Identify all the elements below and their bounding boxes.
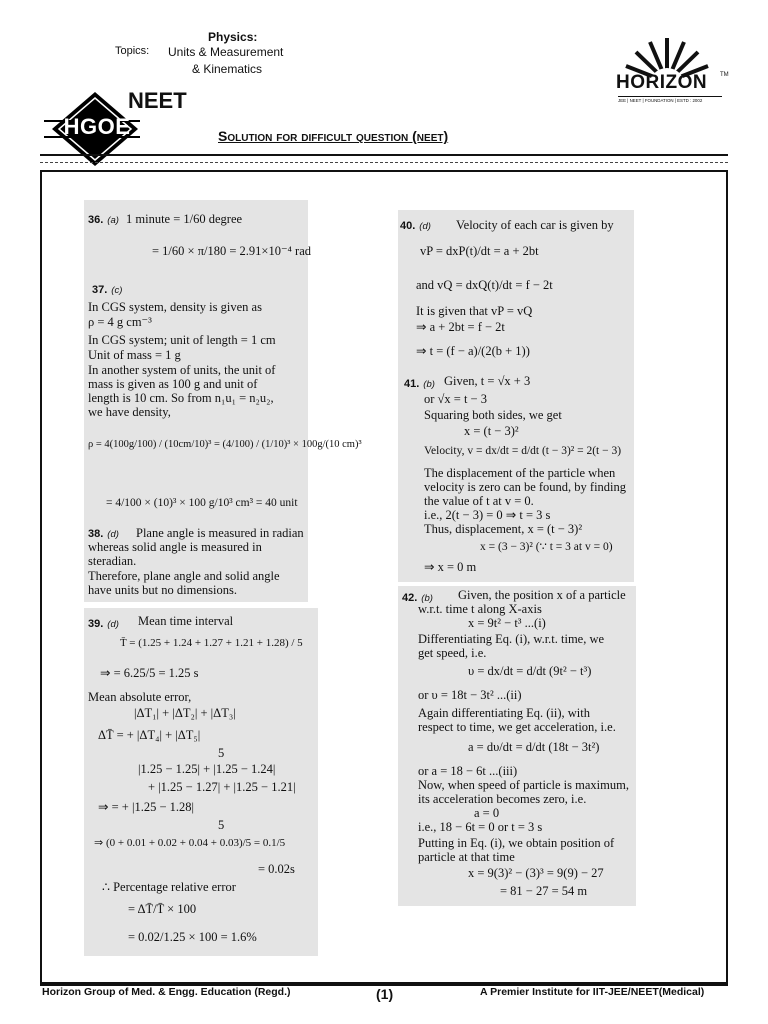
q41-line: velocity is zero can be found, by finding bbox=[424, 480, 627, 494]
q37-line: mass is given as 100 g and unit of bbox=[88, 377, 258, 391]
q36-lines bbox=[126, 210, 311, 270]
footer-left: Horizon Group of Med. & Engg. Education (Regd.) bbox=[42, 986, 291, 998]
q40-number: 40. bbox=[400, 220, 416, 232]
scan-block-q42 bbox=[398, 586, 636, 906]
brand-trademark: TM bbox=[720, 72, 729, 78]
q41-line: Velocity, v = dx/dt = d/dt (t − 3)² = 2(t − 3) bbox=[424, 445, 622, 457]
q39-line: Mean time interval bbox=[138, 614, 234, 628]
q38-option: (d) bbox=[107, 529, 119, 540]
q42-line: or a = 18 − 6t ...(iii) bbox=[418, 764, 518, 778]
q41-line: ⇒ x = 0 m bbox=[424, 560, 477, 574]
q41-line: x = (3 − 3)² (∵ t = 3 at v = 0) bbox=[480, 541, 613, 553]
page-number: (1) bbox=[376, 986, 394, 1002]
q38-line: whereas solid angle is measured in bbox=[88, 540, 262, 554]
q37-line: In CGS system; unit of length = 1 cm bbox=[88, 333, 276, 347]
q42-line: i.e., 18 − 6t = 0 or t = 3 s bbox=[418, 820, 543, 834]
q36-option: (a) bbox=[107, 215, 119, 226]
q41-lines bbox=[424, 374, 632, 580]
q42-line: its acceleration becomes zero, i.e. bbox=[418, 792, 587, 806]
q42-line: υ = dx/dt = d/dt (9t² − t³) bbox=[468, 664, 592, 678]
q39-line: T̄ = (1.25 + 1.24 + 1.27 + 1.21 + 1.28) / 5 bbox=[120, 637, 303, 649]
q39-line: Mean absolute error, bbox=[88, 690, 192, 704]
q39-line: + |1.25 − 1.27| + |1.25 − 1.21| bbox=[148, 780, 296, 794]
q37-line: Unit of mass = 1 g bbox=[88, 348, 181, 362]
q40-line: and vQ = dxQ(t)/dt = f − 2t bbox=[416, 278, 553, 292]
topics-line-1: Units & Measurement bbox=[168, 45, 284, 59]
q41-line: Thus, displacement, x = (t − 3)² bbox=[424, 522, 583, 536]
q39-line: 5 bbox=[218, 746, 225, 760]
q41-line: Squaring both sides, we get bbox=[424, 408, 562, 422]
q38-lines bbox=[88, 526, 306, 600]
q39-lines bbox=[88, 614, 316, 952]
q42-lines bbox=[418, 588, 634, 904]
q40-line: ⇒ a + 2bt = f − 2t bbox=[416, 320, 505, 334]
q39-line: = ΔT̄/T̄ × 100 bbox=[128, 902, 197, 916]
q42-line: Given, the position x of a particle bbox=[458, 588, 626, 602]
brand-tagline: JEE | NEET | FOUNDATION | ESTD : 2002 bbox=[618, 96, 722, 103]
q42-line: Differentiating Eq. (i), w.r.t. time, we bbox=[418, 632, 605, 646]
q37-option: (c) bbox=[111, 285, 123, 296]
q37-line: = 4/100 × (10)³ × 100 g/10³ cm³ = 40 unit bbox=[106, 497, 298, 509]
q41-line: the value of t at v = 0. bbox=[424, 494, 534, 508]
q42-option: (b) bbox=[421, 593, 433, 604]
q40-line: Velocity of each car is given by bbox=[456, 218, 614, 232]
q42-line: or υ = 18t − 3t² ...(ii) bbox=[418, 688, 522, 702]
q37-line: ρ = 4(100g/100) / (10cm/10)³ = (4/100) / (1/10)³ × 100g/(10 cm)³ bbox=[88, 439, 362, 450]
q42-line: Putting in Eq. (i), we obtain position of bbox=[418, 836, 615, 850]
q39-line: ⇒ = 6.25/5 = 1.25 s bbox=[100, 666, 199, 680]
q37-block bbox=[92, 280, 122, 298]
q42-line: = 81 − 27 = 54 m bbox=[500, 884, 588, 898]
q42-line: respect to time, we get acceleration, i.e. bbox=[418, 720, 616, 734]
header-rule bbox=[40, 154, 728, 163]
q37-line: In another system of units, the unit of bbox=[88, 363, 276, 377]
q40-line: vP = dxP(t)/dt = a + 2bt bbox=[420, 244, 539, 258]
subject-label: Physics: bbox=[208, 30, 258, 44]
q37-lines bbox=[88, 300, 362, 522]
q39-line: ⇒ = + |1.25 − 1.28| bbox=[98, 800, 195, 814]
q39-line: ΔT̄ = + |ΔT₄| + |ΔT₅| bbox=[98, 728, 201, 742]
exam-title: NEET bbox=[128, 88, 187, 113]
q38-number: 38. bbox=[88, 528, 104, 540]
q40-option: (d) bbox=[419, 221, 431, 232]
q39-line: = 0.02s bbox=[258, 862, 295, 876]
q41-line: Given, t = √x + 3 bbox=[444, 374, 531, 388]
q39-line: = 0.02/1.25 × 100 = 1.6% bbox=[128, 930, 257, 944]
q36-number: 36. bbox=[88, 214, 104, 226]
q42-line: Again differentiating Eq. (ii), with bbox=[418, 706, 590, 720]
q41-line: The displacement of the particle when bbox=[424, 466, 616, 480]
q41-line: x = (t − 3)² bbox=[464, 424, 519, 438]
page-title: Solution for difficult question (neet) bbox=[218, 128, 449, 144]
q42-line: x = 9(3)² − (3)³ = 9(9) − 27 bbox=[468, 866, 604, 880]
q42-line: a = dυ/dt = d/dt (18t − 3t²) bbox=[468, 740, 600, 754]
scan-block-q39 bbox=[84, 608, 318, 956]
q40-line: It is given that vP = vQ bbox=[416, 304, 533, 318]
topics-label: Topics: bbox=[115, 45, 150, 57]
q39-line: 5 bbox=[218, 818, 225, 832]
scan-block-q40-q41 bbox=[398, 210, 634, 582]
q41-line: or √x = t − 3 bbox=[424, 392, 487, 406]
q40-lines bbox=[416, 216, 632, 364]
q42-line: x = 9t² − t³ ...(i) bbox=[468, 616, 546, 630]
q37-line: length is 10 cm. So from n₁u₁ = n₂u₂, bbox=[88, 391, 274, 405]
q39-number: 39. bbox=[88, 618, 104, 630]
q37-line: In CGS system, density is given as bbox=[88, 300, 262, 314]
q37-number: 37. bbox=[92, 284, 108, 296]
q37-line: we have density, bbox=[88, 405, 171, 419]
q41-number: 41. bbox=[404, 378, 420, 390]
q37-line: ρ = 4 g cm⁻³ bbox=[88, 315, 152, 329]
topics-line-2: & Kinematics bbox=[192, 62, 263, 76]
q39-line: |1.25 − 1.25| + |1.25 − 1.24| bbox=[138, 762, 276, 776]
q36-line: = 1/60 × π/180 = 2.91×10⁻⁴ rad bbox=[152, 244, 311, 258]
q41-line: i.e., 2(t − 3) = 0 ⇒ t = 3 s bbox=[424, 508, 551, 522]
q39-line: |ΔT₁| + |ΔT₂| + |ΔT₃| bbox=[134, 706, 236, 720]
hgoe-logo-text: HGOE bbox=[63, 114, 131, 139]
q41-option: (b) bbox=[423, 379, 435, 390]
q38-line: Plane angle is measured in radian bbox=[136, 526, 304, 540]
q38-line: Therefore, plane angle and solid angle bbox=[88, 569, 280, 583]
q39-line: ⇒ (0 + 0.01 + 0.02 + 0.04 + 0.03)/5 = 0.1/5 bbox=[94, 837, 286, 849]
q42-line: Now, when speed of particle is maximum, bbox=[418, 778, 629, 792]
q42-number: 42. bbox=[402, 592, 418, 604]
brand-name: HORIZON bbox=[616, 72, 708, 93]
q36-block bbox=[88, 210, 119, 228]
q42-line: a = 0 bbox=[474, 806, 500, 820]
q42-line: w.r.t. time t along X-axis bbox=[418, 602, 542, 616]
q38-line: steradian. bbox=[88, 554, 137, 568]
q42-line: particle at that time bbox=[418, 850, 515, 864]
q42-line: get speed, i.e. bbox=[418, 646, 487, 660]
q39-option: (d) bbox=[107, 619, 119, 630]
scan-block-q36-q38 bbox=[84, 200, 362, 602]
footer-rule bbox=[40, 982, 728, 984]
q39-line: ∴ Percentage relative error bbox=[102, 880, 236, 894]
q36-line: 1 minute = 1/60 degree bbox=[126, 212, 243, 226]
q40-line: ⇒ t = (f − a)/(2(b + 1)) bbox=[416, 344, 530, 358]
q38-line: have units but no dimensions. bbox=[88, 583, 237, 597]
horizon-logo bbox=[612, 32, 730, 112]
footer-right: A Premier Institute for IIT-JEE/NEET(Medical) bbox=[480, 986, 705, 998]
